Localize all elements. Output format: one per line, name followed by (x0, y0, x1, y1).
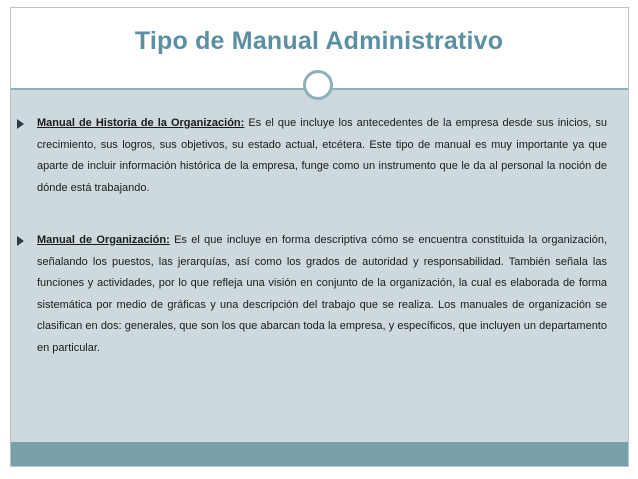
term-label: Manual de Organización: (37, 234, 170, 246)
term-description: Es el que incluye en forma descriptiva cómo se encuentra constituida la organización, señalando los puestos, las jerarquías, así como los grados de autoridad y responsabilidad. También señala las funciones y actividades, por lo que refleja una visión en conjunto de la organización, la cual es elaborada de forma sistemática por medio de gráficas y una descripción del trabajo que se realiza. Los manuales de organización se clasifican en dos: generales, que son los que abarcan toda la empresa, y específicos, que incluyen un departamento en particular. (37, 234, 607, 354)
bullet-arrow-icon (17, 236, 24, 246)
bullet-text (37, 113, 607, 199)
term-description: Es el que incluye los antecedentes de la empresa desde sus inicios, su crecimiento, sus logros, sus objetivos, su estado actual, etcétera. Este tipo de manual es muy importante ya que aparte de incluir información histórica de la empresa, funge como un instrumento que le da al personal la noción de dónde está trabajando. (37, 117, 607, 194)
bullet-arrow-icon (17, 119, 24, 129)
bullet-text (37, 230, 607, 359)
term-label: Manual de Historia de la Organización: (37, 117, 245, 129)
slide-title: Tipo de Manual Administrativo (134, 27, 504, 55)
